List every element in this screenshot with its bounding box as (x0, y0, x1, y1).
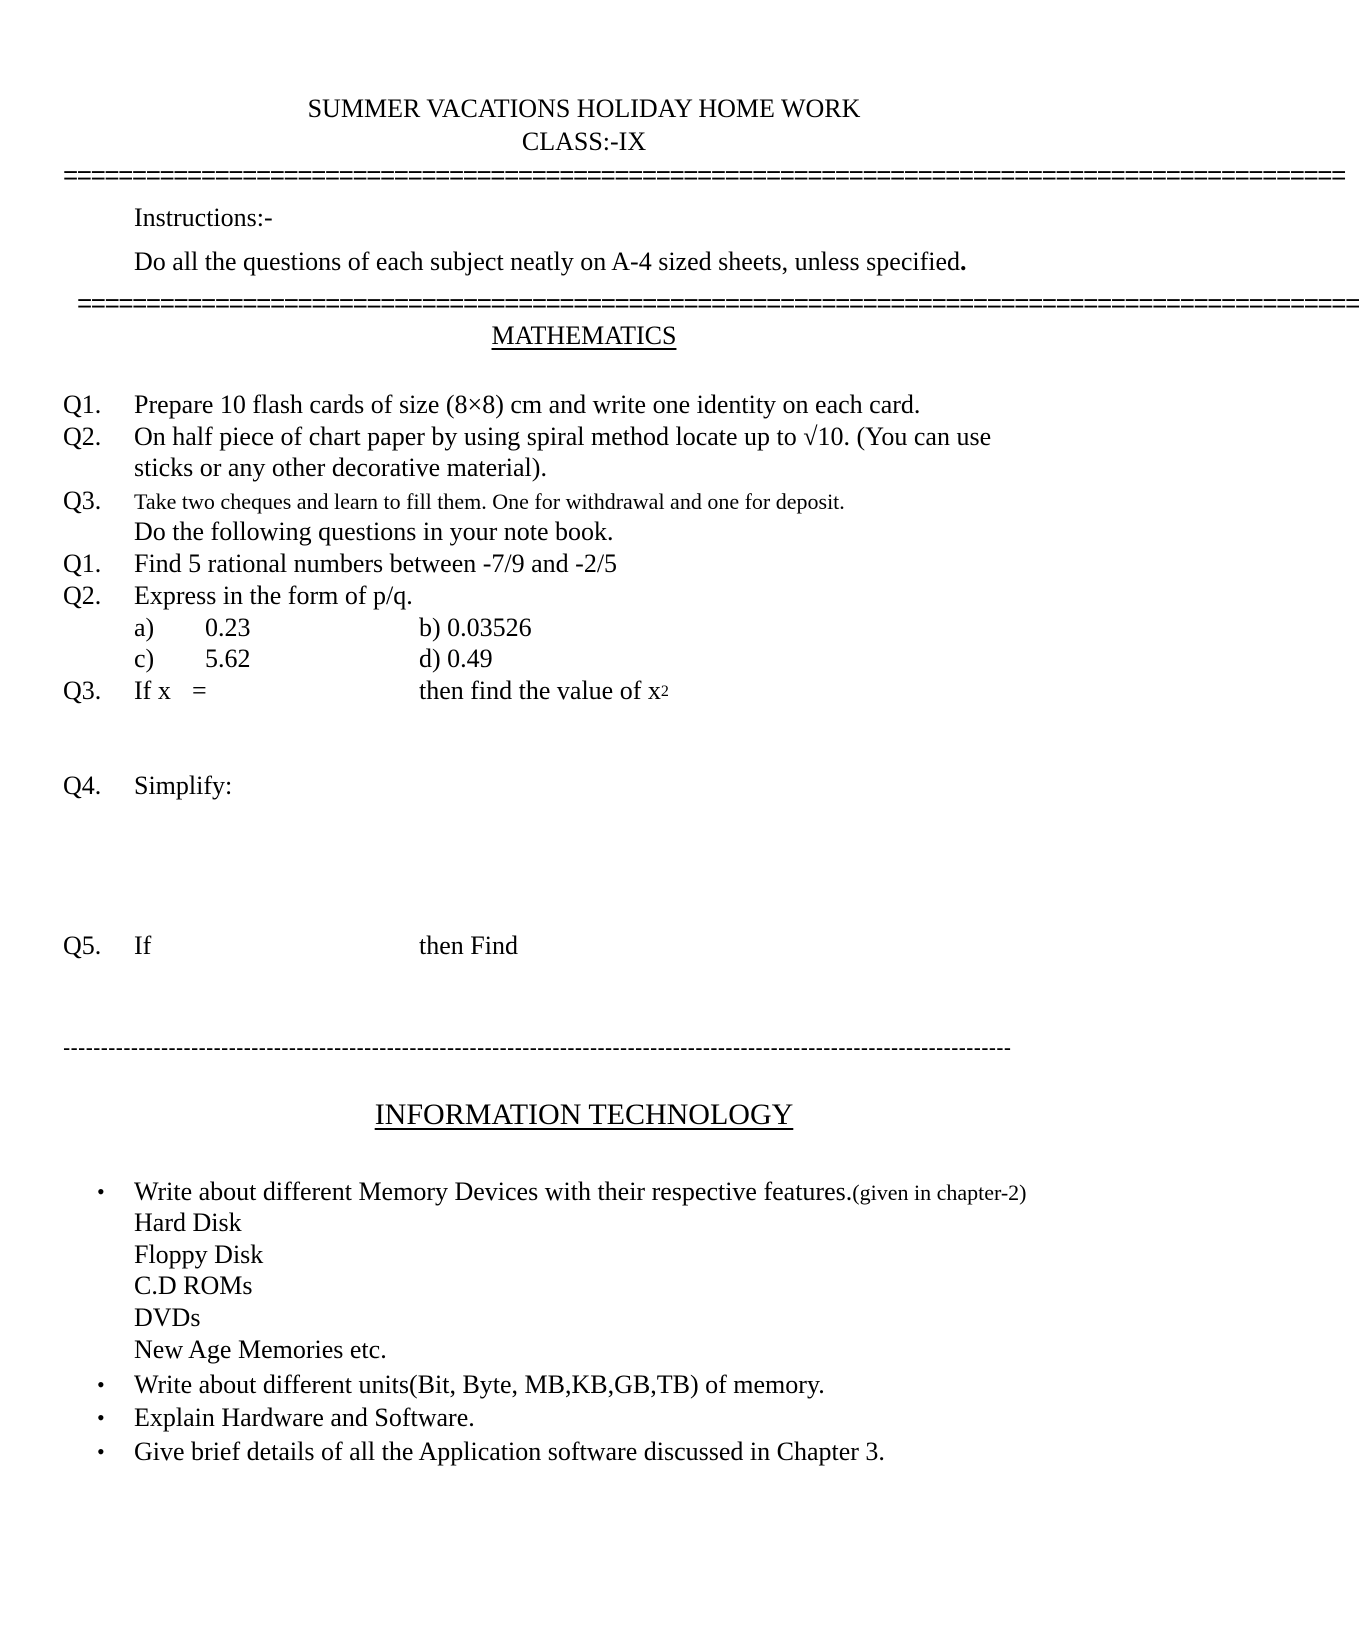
device-item: Floppy Disk (134, 1240, 264, 1269)
instructions-text: Do all the questions of each subject neatly on A-4 sized sheets, unless specified. (134, 247, 967, 276)
device-item: DVDs (134, 1303, 201, 1332)
bullet-icon: • (97, 1405, 105, 1430)
it-bullet-4: Give brief details of all the Application software discussed in Chapter 3. (134, 1437, 885, 1466)
q3-number: Q3. (63, 676, 102, 705)
notebook-intro: Do the following questions in your note book. (134, 517, 614, 546)
q3-equals: = (192, 676, 207, 705)
q1-text: Find 5 rational numbers between -7/9 and -2/5 (134, 549, 618, 578)
mathematics-heading: MATHEMATICS (491, 321, 677, 350)
document-title: SUMMER VACATIONS HOLIDAY HOME WORK (307, 94, 861, 123)
dashed-divider: ------------------------------------------------------------------------------------------------------------------------------ (63, 1035, 1012, 1060)
double-rule-top: ============================================================================================= (63, 160, 1345, 190)
device-item: New Age Memories etc. (134, 1335, 387, 1364)
q4-number: Q4. (63, 771, 102, 800)
q2-number: Q2. (63, 581, 102, 610)
device-item: Hard Disk (134, 1208, 242, 1237)
activity-3-number: Q3. (63, 486, 102, 515)
bullet-icon: • (97, 1179, 105, 1204)
it-bullet-2: Write about different units(Bit, Byte, MB,KB,GB,TB) of memory. (134, 1370, 825, 1399)
it-bullet-1: Write about different Memory Devices with their respective features.(given in chapter-2) (134, 1177, 1027, 1206)
q3-text: If x (134, 676, 171, 705)
activity-1-number: Q1. (63, 390, 102, 419)
activity-1-text: Prepare 10 flash cards of size (8×8) cm and write one identity on each card. (134, 390, 921, 419)
device-item: C.D ROMs (134, 1271, 253, 1300)
q4-text: Simplify: (134, 771, 233, 800)
activity-2-number: Q2. (63, 422, 102, 451)
q5-text: If (134, 931, 152, 960)
q2-c-label: c) (134, 644, 155, 673)
instructions-heading: Instructions:- (134, 203, 273, 232)
activity-2-text-cont: sticks or any other decorative material). (134, 453, 547, 482)
q2-a-label: a) (134, 613, 155, 642)
q2-text: Express in the form of p/q. (134, 581, 413, 610)
q5-number: Q5. (63, 931, 102, 960)
double-rule-bottom: ============================================================================================= (77, 288, 1359, 318)
it-heading: INFORMATION TECHNOLOGY (374, 1098, 794, 1131)
bullet-icon: • (97, 1439, 105, 1464)
bullet-icon: • (97, 1372, 105, 1397)
q5-then: then Find (419, 931, 518, 960)
q2-c-value: 5.62 (205, 644, 251, 673)
class-label: CLASS:-IX (521, 127, 647, 156)
activity-3-text: Take two cheques and learn to fill them. One for withdrawal and one for deposit. (134, 489, 845, 514)
q2-b: b) 0.03526 (419, 613, 532, 642)
q2-d: d) 0.49 (419, 644, 493, 673)
it-bullet-3: Explain Hardware and Software. (134, 1403, 475, 1432)
q1-number: Q1. (63, 549, 102, 578)
q3-then: then find the value of $x^2$ (419, 676, 669, 705)
activity-2-text: On half piece of chart paper by using spiral method locate up to √10. (You can use (134, 422, 992, 451)
q2-a-value: 0.23 (205, 613, 251, 642)
